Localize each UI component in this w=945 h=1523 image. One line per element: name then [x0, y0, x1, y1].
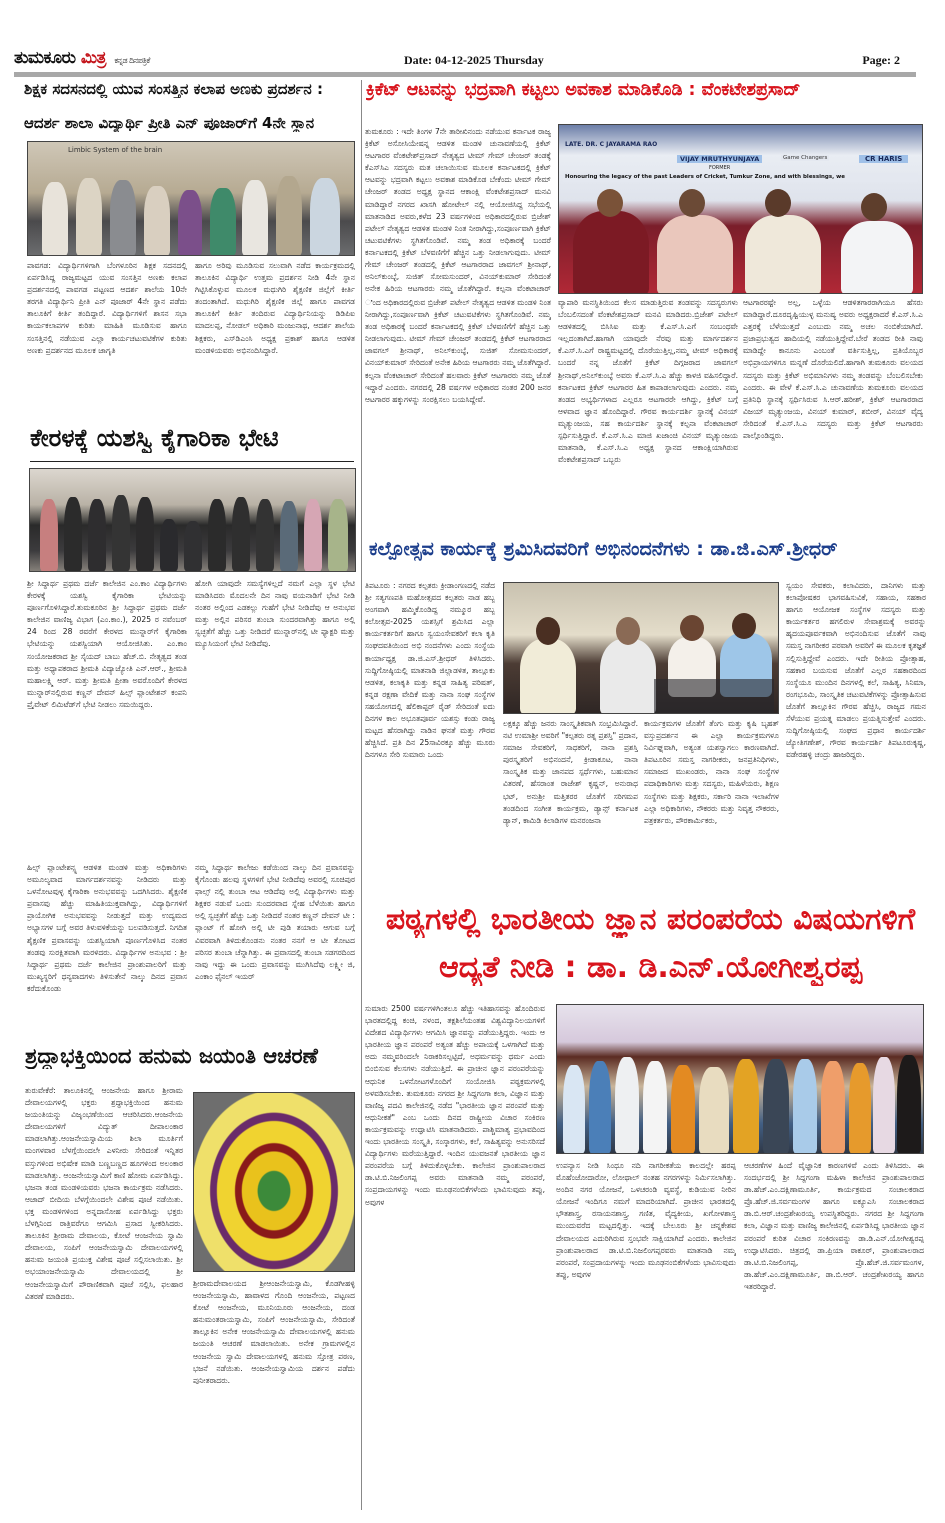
photo-seminar-lamp-lighting: [556, 1004, 924, 1154]
newspaper-logo: [14, 48, 150, 68]
article-kalotsava-col2: ಲಕ್ಷಕ್ಕೂ ಹೆಚ್ಚು ಜನರು ಸಾಂಸ್ಕೃತಿಕವಾಗಿ ಸಂಭ್ರಮಿಸಿದ್ದಾರೆ. ನಟಿ ಉಮಾಶ್ರೀ ಅವರಿಗೆ "ಕಲ್ಪತರು ರತ್ನ ಪ್ರಶಸ್ತಿ" ಪ್ರದಾನ, ಸಮಾಜ ಸೇವಕರಿಗೆ, ಸಾಧಕರಿಗೆ, ನಾನಾ ಪ್ರಶಸ್ತಿ ಪುರಸ್ಕೃತರಿಗೆ ಅಭಿನಂದನೆ, ಕ್ರೀಡಾಕೂಟ, ನಾನಾ ಸಾಂಸ್ಕೃತಿಕ ಮತ್ತು ಜಾನಪದ ಸ್ಪರ್ಧೆಗಳು, ಬಹುಮಾನ ವಿತರಣೆ, ಹೆಸರಾಂತ ರಾಜೇಶ್ ಕೃಷ್ಣನ್, ಅನುರಾಧ ಭಟ್, ಅನುಶ್ರೀ ಮತ್ತಿತರರ ಜೊತೆಗೆ ಸರಿಗಮಪ ತಂಡದಿಂದ ಸಂಗೀತ ಕಾರ್ಯಕ್ರಮ, ಡ್ಯಾನ್ಸ್ ಕರ್ನಾಟಕ ಡ್ಯಾನ್, ಕಾಮಿಡಿ ಕಿಲಾಡಿಗಳ ಮನರಂಜನಾ: [503, 719, 638, 825]
banner-name-vijay: VIJAY MRUTHYUNJAYA: [677, 155, 762, 163]
headline-bharatiya-line1: ಪಠ್ಯಗಳಲ್ಲಿ ಭಾರತೀಯ ಜ್ಞಾನ ಪರಂಪರೆಯ ವಿಷಯಗಳಿಗೆ: [385, 902, 916, 937]
photo-kalotsava-press-meet: [503, 582, 779, 714]
article-hanuma-col1: ತುರುವೇಕೆರೆ: ತಾಲೂಕಿನಲ್ಲಿ ಆಂಜನೇಯ ಹಾಗೂ ಶ್ರೀರಾಮ ದೇವಾಲಯಗಳಲ್ಲಿ ಭಕ್ತರು ಶ್ರದ್ಧಾಭಕ್ತಿಯಿಂದ ಹನುಮ ಜಯಂತಿಯನ್ನು ವಿಜೃಂಭಣೆಯಿಂದ ಆಚರಿಸಿದರು.ಆಂಜನೇಯ ದೇವಾಲಯಗಳಿಗೆ ವಿದ್ಯುತ್ ದೀಪಾಲಂಕಾರ ಮಾಡಲಾಗಿತ್ತು.ಆಂಜನೇಯಸ್ವಾಮಿಯ ಶಿಲಾ ಮೂರ್ತಿಗೆ ಮಂಗಳವಾರ ಬೆಳಗ್ಗೆಯಿಂದಲೇ ಎಳನೀರು ಸೇರಿದಂತೆ ಇನ್ನಿತರ ವಸ್ತುಗಳಿಂದ ಅಭಿಷೇಕ ಮಾಡಿ ಬಣ್ಣಬಣ್ಣದ ಹೂಗಳಿಂದ ಅಲಂಕಾರ ಮಾಡಲಾಗಿತ್ತು. ಆಂಜನೇಯಸ್ವಾಮಿಗೆ ಕಾಣಿ ಹೋಮ ಏರ್ಪಡಿಸಿದ್ದು. ಭಜನಾ ತಂಡ ಮಂಡಳಿಯವರು ಭಜನಾ ಕಾರ್ಯಕ್ರಮ ನಡೆಸಿದರು. ಆಜಾದ್ ಬೀದಿಯ ಬೆಳಗ್ಗೆಯಿಂದಲೇ ವಿಶೇಷ ಪೂಜೆ ನಡೆಯಿತು. ಭಕ್ತ ಮಂಡಳಿಗಳಿಂದ ಅನ್ನದಾಸೋಹ ಏರ್ಪಡಿಸಿದ್ದು ಭಕ್ತರು ಬೆಳಗ್ಗಿನಿಂದ ರಾತ್ರಿವರೆಗೂ ಆಗಮಿಸಿ ಪ್ರಸಾದ ಸ್ವೀಕರಿಸಿದರು. ತಾಲೂಕಿನ ಶ್ರೀರಾಮ ದೇವಾಲಯ, ಕೋಟೆ ಆಂಜನೇಯ ಸ್ವಾಮಿ ದೇವಾಲಯ, ಸಂಪಿಗೆ ಆಂಜನೇಯಸ್ವಾಮಿ ದೇವಾಲಯಗಳಲ್ಲಿ ಹನುಮ ಜಯಂತಿ ಪ್ರಯುಕ್ತ ವಿಶೇಷ ಪೂಜೆ ಸಲ್ಲಿಸಲಾಯಿತು. ಶ್ರೀ ಅಭಯಾಂಜನೇಯಸ್ವಾಮಿ ದೇವಾಲಯದಲ್ಲಿ ಶ್ರೀ ಆಂಜನೇಯಸ್ವಾಮಿಗೆ ಪೌರಾಣಿಕವಾಗಿ ಪೂಜೆ ಸಲ್ಲಿಸಿ, ಫಲಹಾರ ವಿತರಣೆ ಮಾಡಿದರು.: [25, 1086, 183, 1301]
divider: [30, 461, 354, 462]
page-number: Page: 2: [862, 53, 900, 67]
photo-cricket-press-meet: [558, 124, 923, 294]
article-kalotsava-col3: ಕಾರ್ಯಕ್ರಮಗಳ ಜೊತೆಗೆ ತೆಂಗು ಮತ್ತು ಕೃಷಿ ಬೃಹತ್ ವಸ್ತುಪ್ರದರ್ಶನ ಈ ಎಲ್ಲಾ ಕಾರ್ಯಕ್ರಮಗಳೂ ನಿರ್ವಿಘ್ನವಾಗಿ, ಅತ್ಯಂತ ಯಶಸ್ವಾಗಲು ಕಾರಣವಾಗಿದೆ. ತಿಪಟೂರಿನ ಸಮಸ್ತ ನಾಗರೀಕರು, ಜನಪ್ರತಿನಿಧಿಗಳು, ಸಮಾಜದ ಮುಖಂಡರು, ನಾನಾ ಸಂಘ ಸಂಸ್ಥೆಗಳ ಪದಾಧಿಕಾರಿಗಳು ಮತ್ತು ಸದಸ್ಯರು, ಮಹಿಳೆಯರು, ಶಿಕ್ಷಣ ಸಂಸ್ಥೆಗಳು ಮತ್ತು ಶಿಕ್ಷಕರು, ಸರ್ಕಾರಿ ನಾನಾ ಇಲಾಖೆಗಳ ಎಲ್ಲಾ ಅಧಿಕಾರಿಗಳು, ನೌಕರರು ಮತ್ತು ನಿವೃತ್ತ ನೌಕರರು, ಪತ್ರಕರ್ತರು, ಪೌರಕಾರ್ಮಿಕರು,: [644, 719, 779, 825]
brand-tagline: ಕನ್ನಡ ದಿನಪತ್ರಿಕೆ: [114, 56, 150, 65]
headline-exhibition-line1: ಶಿಕ್ಷಕ ಸದಸನದಲ್ಲಿ ಯುವ ಸಂಸತ್ತಿನ ಕಲಾಪ ಅಣಕು ಪ್ರದರ್ಶನ :: [24, 80, 323, 98]
article-kerala-col1b: ಹಿಲ್ಸ್ ಪ್ಲಾಂಟೇಶನ್ಸ್ನ ಆಡಳಿತ ಮಂಡಳಿ ಮತ್ತು ಅಧಿಕಾರಿಗಳು ಅಮೂಲ್ಯವಾದ ಮಾರ್ಗದರ್ಶನವನ್ನು ನೀಡಿದರು ಮತ್ತು ಒಳನೋಟವುಳ್ಳ ಕೈಗಾರಿಕಾ ಅನುಭವವನ್ನು ಒದಗಿಸಿದರು. ಶೈಕ್ಷಣಿಕ ಪ್ರವಾಸವು ಹೆಚ್ಚು ಮಾಹಿತಿಯುಕ್ತವಾಗಿದ್ದು, ವಿದ್ಯಾರ್ಥಿಗಳಿಗೆ ಪ್ರಾಯೋಗಿಕ ಅನುಭವವನ್ನು ನೀಡುತ್ತದೆ ಮತ್ತು ಉದ್ಯಮದ ಅಭ್ಯಾಸಗಳ ಬಗ್ಗೆ ಅವರ ತಿಳುವಳಿಕೆಯನ್ನು ಬಲಪಡಿಸುತ್ತದೆ. ನಿಗದಿತ ಶೈಕ್ಷಣಿಕ ಪ್ರವಾಸವನ್ನು ಯಶಸ್ವಿಯಾಗಿ ಪೂರ್ಣಗೊಳಿಸಿದ ನಂತರ ತಂಡವು ಸುರಕ್ಷಿತವಾಗಿ ಮರಳಿದರು. ವಿದ್ಯಾರ್ಥಿಗಳ ಅನುಭವ : ಶ್ರೀ ಸಿದ್ಧಾರ್ಥ ಪ್ರಥಮ ದರ್ಜೆ ಕಾಲೇಜಿನ ಪ್ರಾಂಶುಪಾಲರಿಗೆ ಮತ್ತು ಮುಖ್ಯಸ್ಥರಿಗೆ ಧನ್ಯವಾದಗಳು ತಿಳಿಸುತೇನೆ ನಾಲ್ಕು ದಿನದ ಪ್ರವಾಸ ಕರೆದುಕೊಂಡು: [27, 863, 187, 993]
brand-accent: ಮಿತ್ರ: [80, 48, 106, 68]
article-kerala-col1a: ಶ್ರೀ ಸಿದ್ಧಾರ್ಥ ಪ್ರಥಮ ದರ್ಜೆ ಕಾಲೇಜಿನ ಎಂ.ಕಾಂ ವಿದ್ಯಾರ್ಥಿಗಳು ಕೇರಳಕ್ಕೆ ಯಶಸ್ವಿ ಕೈಗಾರಿಕಾ ಭೇಟಿಯನ್ನು ಪೂರ್ಣಗೊಳಿಸಿದ್ದಾರೆ.ತುಮಕೂರಿನ ಶ್ರೀ ಸಿದ್ಧಾರ್ಥ ಪ್ರಥಮ ದರ್ಜೆ ಕಾಲೇಜಿನ ವಾಣಿಜ್ಯ ವಿಭಾಗ (ಎಂ.ಕಾಂ.), 2025 ರ ನವೆಂಬರ್ 24 ರಿಂದ 28 ರವರೆಗೆ ಕೇರಳದ ಮುನ್ನಾರ್‌ಗೆ ಕೈಗಾರಿಕಾ ಭೇಟಿಯನ್ನು ಯಶಸ್ವಿಯಾಗಿ ಆಯೋಜಿಸಿತು. ಎಂ.ಕಾಂ ಸಂಯೋಜಕರಾದ ಶ್ರೀ ಸೈಯದ್ ಬಾಬು ಹೆಚ್.ಬಿ. ನೇತೃತ್ವದ ತಂಡ ಮತ್ತು ಅಧ್ಯಾಪಕರಾದ ಶ್ರೀಮತಿ ವಿದ್ಯಾಜ್ಯೋತಿ ಎನ್.ಆರ್., ಶ್ರೀಮತಿ ಮಹಾಲಕ್ಷ್ಮಿ ಆರ್. ಮತ್ತು ಶ್ರೀಮತಿ ಪ್ರೀತಾ ಅವರೊಂದಿಗೆ ಕೇರಳದ ಮುನ್ನಾರ್‌ನಲ್ಲಿರುವ ಕಣ್ಣನ್ ದೇವನ್ ಹಿಲ್ಸ್ ಪ್ಲಾಂಟೇಶನ್ ಕಂಪನಿ ಪ್ರೈವೇಟ್ ಲಿಮಿಟೆಡ್‌ಗೆ ಭೇಟಿ ನೀಡಲು ಸಮಯಿದ್ದರು.: [27, 579, 187, 709]
article-cricket-col1: ತುಮಕೂರು : ಇದೇ ತಿಂಗಳ 7ನೇ ತಾರೀಖಿನಂದು ನಡೆಯುವ ಕರ್ನಾಟಕ ರಾಜ್ಯ ಕ್ರಿಕೆಟ್ ಅಸೋಸಿಯೇಷನ್ನ ಆಡಳಿತ ಮಂಡಳಿ ಚುನಾವಣೆಯಲ್ಲಿ ಕ್ರಿಕೆಟ್ ಆಟಗಾರರ ವೆಂಕಟೇಶ್‌ಪ್ರಸಾದ್ ನೇತೃತ್ವದ ಟೀಮ್ ಗೇಮ್ ಚೇಂಜರ್ ತಂಡಕ್ಕೆ ಕೆಎಸ್‌ಸಿಎ ಸದಸ್ಯರು ಮತ ಚಲಾಯಿಸುವ ಮೂಲಕ ಕರ್ನಾಟಕದಲ್ಲಿ ಕ್ರಿಕೆಟ್ ಆಟವನ್ನು ಭದ್ರವಾಗಿ ಕಟ್ಟಲು ಅವಕಾಶ ಮಾಡಿಕೊಡ ಬೇಕೆಂದು ಟೀಮ್ ಗೇಮ್ ಚೇಂಜರ್ ತಂಡದ ಅಧ್ಯಕ್ಷ ಸ್ಥಾನದ ಆಕಾಂಕ್ಷಿ ವೆಂಕಟೇಶಪ್ರಸಾದ್ ಮನವಿ ಮಾಡಿದ್ದಾರೆ ನಗರದ ಖಾಸಗಿ ಹೋಟೇಲ್ ನಲ್ಲಿ ಆಯೋಜಿಸಿದ್ದ ಸಭೆಯಲ್ಲಿ ಮಾತನಾಡಿದ ಅವರು,ಕಳೆದ 23 ವರ್ಷಗಳಿಂದ ಅಧಿಕಾರದಲ್ಲಿರುವ ಬ್ರಿಜೇಶ್ ಪಟೇಲ್ ನೇತೃತ್ವದ ಆಡಳಿತ ಮಂಡಳಿ ನಿಂತ ನೀರಾಗಿದ್ದು,ಸಂಪೂರ್ಣವಾಗಿ ಕ್ರಿಕೆಟ್ ಚಟುವಟಿಕೆಗಳು ಸ್ಥಗಿತಗೊಂಡಿವೆ. ನಮ್ಮ ತಂಡ ಅಧಿಕಾರಕ್ಕೆ ಬಂದರೆ ಕರ್ನಾಟಕದಲ್ಲಿ ಕ್ರಿಕೆಟ್ ಬೆಳವಣಿಗೆಗೆ ಹೆಚ್ಚಿನ ಒತ್ತು ನೀಡಲಾಗುವುದು. ಟೀಮ್ ಗೇಮ್ ಚೇಂಜರ್ ತಂಡದಲ್ಲಿ ಕ್ರಿಕೆಟ್ ಆಟಗಾರರಾದ ಜಾವಗಲ್ ಶ್ರೀನಾಥ್, ಅನಿಲ್‌ಕುಂಬ್ಳೆ, ಸುಜಿತ್ ಸೋಮಸುಂದರ್, ವಿನಯ್‌ಕುಮಾರ್ ಸೇರಿದಂತೆ ಅನೇಕ ಹಿರಿಯ ಆಟಗಾರರು ನಮ್ಮ ಜೊತೆಗಿದ್ದಾರೆ. ಕಲ್ಪನಾ ವೆಂಕಟಾಚಾರ್: [365, 127, 551, 294]
banner-tagline: Honouring the legacy of the past Leaders of Cricket, Tumkur Zone, and with blessings, we: [563, 173, 918, 182]
headline-kalotsava: ಕಲ್ಪೋತ್ಸವ ಕಾರ್ಯಕ್ಕೆ ಶ್ರಮಿಸಿದವರಿಗೆ ಅಭಿನಂದನೆಗಳು : ಡಾ.ಜಿ.ಎಸ್.ಶ್ರೀಧರ್: [369, 538, 838, 560]
banner-name-jayarama: LATE. DR. C JAYARAMA RAO: [565, 141, 658, 148]
headline-exhibition-line2: ಆದರ್ಶ ಶಾಲಾ ವಿದ್ಯಾರ್ಥಿ ಪ್ರೀತಿ ಎನ್ ಪೂಜಾರ್‌ಗೆ 4ನೇ ಸ್ಥಾನ: [24, 114, 315, 132]
banner-role-former: FORMER: [709, 165, 731, 171]
article-cricket-col3: ಆಟಗಾರರಷ್ಟೇ ಅಲ್ಲ, ಒಳ್ಳೆಯ ಆಡಳಿತಗಾರರಾಗಿಯೂ ಹೆಸರು ಮಾಡಿದ್ದಾರೆ.ದೂರದೃಷ್ಟಿಯುಳ್ಳ ಮನುಷ್ಯ ಅವರು ಅಧ್ಯಕ್ಷರಾದರೆ ಕೆ.ಎಸ್.ಸಿ.ಎ ಎತ್ತರಕ್ಕೆ ಬೆಳೆಯುತ್ತದೆ ಎಂಬುದು ನಮ್ಮ ಅಚಲ ನಂಬಿಕೆಯಾಗಿದೆ. ಪ್ರಜಾಪ್ರಭುತ್ವದ ಹಾದಿಯಲ್ಲಿ ನಡೆಯುತ್ತಿದ್ದೇವೆ.ಬೇರೆ ತಂಡದ ರೀತಿ ನಾವು ಮಾಡಿದ್ದೇ ಕಾನೂನು ಎಂಬಂತೆ ವರ್ತಿಸುತ್ತಿಲ್ಲ, ಪ್ರತಿಯೊಬ್ಬರ ಅಭಿಪ್ರಾಯಗಳಿಗೂ ಮನ್ನಣೆ ದೊರೆಯಲಿದೆ.ಹಾಗಾಗಿ ತುಮಕೂರು ವಲಯದ ಸದಸ್ಯರು ಮತ್ತು ಕ್ರಿಕೆಟ್ ಅಭಿಮಾನಿಗಳು ನಮ್ಮ ತಂಡವನ್ನು ಬೆಂಬಲಿಸಬೇಕು ಎಂದರು. ಈ ವೇಳೆ ಕೆ.ಎಸ್.ಸಿ.ಎ ಚುನಾವಣೆಯ ತುಮಕೂರು ವಲಯದ ಪ್ರತಿನಿಧಿ ಸ್ಥಾನಕ್ಕೆ ಸ್ಪರ್ಧಿಸಿರುವ ಸಿ.ಆರ್.ಹರೀಶ್, ಕ್ರಿಕೆಟ್ ಆಟಗಾರರಾದ ವಿಜಯ್ ಮೃತ್ಯುಂಜಯ, ವಿನಯ್ ಕುಮಾರ್, ಶಬೀರ್, ವಿನಯ್ ವೈದ್ಯ ಸೇರಿದಂತೆ ಕೆ.ಎಸ್.ಸಿ.ಎ ಸದಸ್ಯರು ಮತ್ತು ಕ್ರಿಕೆಟ್ ಆಟಗಾರರು ಪಾಲ್ಗೊಂಡಿದ್ದರು.: [743, 298, 923, 441]
article-kalotsava-col1: ತಿಪಟೂರು : ನಗರದ ಕಲ್ಪತರು ಕ್ರೀಡಾಂಗಣದಲ್ಲಿ ನಡೆದ ಶ್ರೀ ಸತ್ಯಗಣಪತಿ ಮಹೋತ್ಸವದ ಕಲ್ಪತರು ನಾಡ ಹಬ್ಬ ಅಂಗವಾಗಿ ಹಮ್ಮಿಕೊಂಡಿದ್ದ ನಮ್ಮೂರ ಹಬ್ಬ ಕಲೋತ್ಸವ-2025 ಯಶಸ್ಸಿಗೆ ಶ್ರಮಿಸಿದ ಎಲ್ಲಾ ಕಾರ್ಯಕರ್ತರಿಗೆ ಹಾಗೂ ಸ್ವಯಂಸೇವಕರಿಗೆ ಕಲಾ ಕೃತಿ ಸಂಘದವತಿಯಿಂದ ಅಭಿ ನಂದನೆಗಳು ಎಂದು ಸಂಸ್ಥೆಯ ಕಾರ್ಯಾಧ್ಯಕ್ಷ ಡಾ.ಜಿ.ಎಸ್.ಶ್ರೀಧರ್ ತಿಳಿಸಿದರು. ಸುದ್ದಿಗೋಷ್ಠಿಯಲ್ಲಿ ಮಾತನಾಡಿ ಜಿಲ್ಲಾಡಳಿತ, ತಾಲ್ಲೂಕು ಆಡಳಿತ, ಕಲಾಕೃತಿ ಮತ್ತು ಕನ್ನಡ ಸಾಹಿತ್ಯ ಪರಿಷತ್, ಕನ್ನಡ ರಕ್ಷಣಾ ವೇದಿಕೆ ಮತ್ತು ನಾನಾ ಸಂಘ ಸಂಸ್ಥೆಗಳ ಸಹಯೋಗದಲ್ಲಿ ಹೆಲಿಕಾಪ್ಟರ್ ರೈಡ್ ಸೇರಿದಂತೆ ಐದು ದಿನಗಳ ಕಾಲ ಅಭೂತಪೂರ್ವ ಯಶಸ್ಸು ಕಂಡು ರಾಜ್ಯ ಮಟ್ಟದ ಹೆಸರಾಗಿದ್ದು ನಾಡಿನ ಘನತೆ ಮತ್ತು ಗೌರವ ಹೆಚ್ಚಿಸಿದೆ. ಪ್ರತಿ ದಿನ 25ಸಾವಿರಕ್ಕೂ ಹೆಚ್ಚು ಮೂರು ದಿನಗಳೂ ಸೇರಿ ಸುಮಾರು ಒಂದು: [365, 581, 495, 760]
photo-poster-text: Limbic System of the brain: [68, 146, 163, 154]
brand-primary: ತುಮಕೂರು: [14, 48, 76, 68]
article-exhibition-col2: ಹಾಗೂ ಅರಿವು ಮೂಡಿಸುವ ಸಲುವಾಗಿ ನಡೆದ ಕಾರ್ಯಕ್ರಮದಲ್ಲಿ ತಾಲೂಕಿನ ವಿದ್ಯಾರ್ಥಿ ಉತ್ತಮ ಪ್ರದರ್ಶನ ನೀಡಿ 4ನೇ ಸ್ಥಾನ ಗಿಟ್ಟಿಸಿಕೊಳ್ಳುವ ಮೂಲಕ ಮಧುಗಿರಿ ಶೈಕ್ಷಣಿಕ ಜಿಲ್ಲೆಗೆ ಕೀರ್ತಿ ತಂದಂತಾಗಿದೆ. ಮಧುಗಿರಿ ಶೈಕ್ಷಣಿಕ ಜಿಲ್ಲೆ ಹಾಗೂ ಪಾವಗಡ ತಾಲೂಕಿಗೆ ಕೀರ್ತಿ ತಂದಿರುವ ವಿದ್ಯಾರ್ಥಿನಿಯನ್ನು ಡಿಡಿಪಿಐ ಮಾದಲಪ್ಪ, ನೋಡಲ್ ಅಧಿಕಾರಿ ಮಂಜುನಾಥ, ಆದರ್ಶ ಶಾಲೆಯ ಶಿಕ್ಷಕರು, ಎಸ್‌ಡಿಎಂಸಿ ಅಧ್ಯಕ್ಷ ಪ್ರಕಾಶ್ ಹಾಗೂ ಆಡಳಿತ ಮಂಡಳಿಯವರು ಅಭಿನಂದಿಸಿದ್ದಾರೆ.: [195, 261, 355, 355]
article-kerala-col2a: ಹೋಗಿ ಯಾವುದೇ ಸಮಸ್ಯೆಗಳಿಲ್ಲದೆ ನಮಗೆ ಎಲ್ಲಾ ಸ್ಥಳ ಭೇಟಿ ಮಾಡಿಸಿದರು ಮೊದಲನೇ ದಿನ ನಾವು ವಯನಾಡಿಗೆ ಭೇಟಿ ನೀಡಿ ನಂತರ ಅಲ್ಲಿಂದ ಎಡಕಲ್ಲು ಗುಹೆಗೆ ಭೇಟಿ ನೀಡಿದೆವು ಆ ಅನುಭವ ಮತ್ತು ಅಲ್ಲಿನ ಪರಿಸರ ತುಂಬಾ ಸುಂದರವಾಗಿತ್ತು ಹಾಗೂ ಅಲ್ಲಿ ಸ್ವಚ್ಛತೆಗೆ ಹೆಚ್ಚು ಒತ್ತು ನೀಡಿದರೆ ಮುನ್ನಾರ್‌ನಲ್ಲಿ ಟೀ ಫ್ಯಾಕ್ಟರಿ ಮತ್ತು ಮ್ಯೂಸಿಯಂಗೆ ಭೇಟಿ ನೀಡಿದೆವು.: [195, 579, 355, 649]
article-kerala-col2b: ನಮ್ಮ ಸಿದ್ಧಾರ್ಥ ಕಾಲೇಜು ಕಡೆಯಿಂದ ನಾಲ್ಕು ದಿನ ಪ್ರವಾಸವನ್ನು ಕೈಗೊಂಡು ಹಲವು ಸ್ಥಳಗಳಿಗೆ ಭೇಟಿ ನೀಡಿದೆವು ಅವರಲ್ಲಿ ಸೂಚಿಪುರ ಫಾಲ್ಸ್ ನಲ್ಲಿ ತುಂಬಾ ಆಟ ಆಡಿದೆವು ಅಲ್ಲಿ ವಿದ್ಯಾರ್ಥಿಗಳು ಮತ್ತು ಶಿಕ್ಷಕರ ನಡುವೆ ಒಂದು ಸುಂದರವಾದ ಸ್ನೇಹ ಬೆಳೆಯಿತು ಹಾಗೂ ಅಲ್ಲಿ ಸ್ವಚ್ಛತೆಗೆ ಹೆಚ್ಚು ಒತ್ತು ನೀಡಿದರೆ ನಂತರ ಕಣ್ಣನ್ ದೇವನ್ ಟೀ : ಪ್ಲಾಂಟ್ ಗೆ ಹೋಗಿ ಅಲ್ಲಿ ಟೀ ಪುಡಿ ತಯಾರು ಆಗುವ ಬಗ್ಗೆ ವಿವರವಾಗಿ ತಿಳಿದುಕೊಂಡನು ನಂತರ ನನಗೆ ಆ ಟೀ ತೋಟದ ಪರಿಸರ ತುಂಬಾ ಚೆನ್ನಾಗಿತ್ತು. ಈ ಪ್ರವಾಸದಲ್ಲಿ ತುಂಬಾ ಸಡಗರದಿಂದ ನಾವು ಇದ್ದು ಈ ಒಂದು ಪ್ರವಾಸವನ್ನು ಮುಗಿಸಿದೆವು ಲಕ್ಷ್ಮೀ ಜಿ, ಎಂಕಾಂ ಫೈನಲ್ ಇಯರ್: [195, 863, 355, 981]
article-cricket-col1-cont: ಿಂದ ಅಧಿಕಾರದಲ್ಲಿರುವ ಬ್ರಿಜೇಶ್ ಪಟೇಲ್ ನೇತೃತ್ವದ ಆಡಳಿತ ಮಂಡಳಿ ನಿಂತ ನೀರಾಗಿದ್ದು,ಸಂಪೂರ್ಣವಾಗಿ ಕ್ರಿಕೆಟ್ ಚಟುವಟಿಕೆಗಳು ಸ್ಥಗಿತಗೊಂಡಿವೆ. ನಮ್ಮ ತಂಡ ಅಧಿಕಾರಕ್ಕೆ ಬಂದರೆ ಕರ್ನಾಟಕದಲ್ಲಿ ಕ್ರಿಕೆಟ್ ಬೆಳವಣಿಗೆಗೆ ಹೆಚ್ಚಿನ ಒತ್ತು ನೀಡಲಾಗುವುದು. ಟೀಮ್ ಗೇಮ್ ಚೇಂಜರ್ ತಂಡದಲ್ಲಿ ಕ್ರಿಕೆಟ್ ಆಟಗಾರರಾದ ಜಾವಗಲ್ ಶ್ರೀನಾಥ್, ಅನಿಲ್‌ಕುಂಬ್ಳೆ, ಸುಜಿತ್ ಸೋಮಸುಂದರ್, ವಿನಯ್‌ಕುಮಾರ್ ಸೇರಿದಂತೆ ಅನೇಕ ಹಿರಿಯ ಆಟಗಾರರು ನಮ್ಮ ಜೊತೆಗಿದ್ದಾರೆ. ಕಲ್ಪನಾ ವೆಂಕಟಾಚಾರ್ ಸೇರಿದಂತೆ ಹಲವಾರು ಕ್ರಿಕೆಟ್ ಆಟಗಾರರು ನಮ್ಮ ಜೊತೆ ಇದ್ದಾರೆ ಎಂದರು. ನಗರದಲ್ಲಿ 28 ವರ್ಷಗಳ ಅಧಿಕಾರದ ನಂತರ 200 ಜನರ ಆಟಗಾರರ ಹಕ್ಕುಗಳನ್ನು ಸಂರಕ್ಷಿಸಲು ಬಯಸಿದ್ದೇವೆ.: [365, 298, 551, 404]
column-divider: [361, 80, 362, 1510]
banner-name-haris: CR HARIS: [859, 155, 908, 163]
headline-cricket: ಕ್ರಿಕೆಟ್ ಆಟವನ್ನು ಭದ್ರವಾಗಿ ಕಟ್ಟಲು ಅವಕಾಶ ಮಾಡಿಕೊಡಿ : ವೆಂಕಟೇಶಪ್ರಸಾದ್: [366, 80, 801, 100]
article-bharatiya-col3: ಆಚರಣೆಗಳ ಹಿಂದೆ ವೈಜ್ಞಾನಿಕ ಕಾರಣಗಳಿವೆ ಎಂದು ತಿಳಿಸಿದರು. ಈ ಸಂದರ್ಭದಲ್ಲಿ ಶ್ರೀ ಸಿದ್ದಗಂಗಾ ಮಹಿಳಾ ಕಾಲೇಜಿನ ಪ್ರಾಂಶುಪಾಲರಾದ ಡಾ.ಹೆಚ್.ಎಂ.ದಕ್ಷಿಣಾಮೂರ್ತಿ, ಕಾರ್ಯಕ್ರಮದ ಸಂಚಾಲಕರಾದ ಪ್ರೊ.ಹೆಚ್.ಜಿ.ಸರ್ವಮಂಗಳ ಹಾಗೂ ಐಕ್ಯೂಎಸಿ ಸಂಚಾಲಕರಾದ ಡಾ.ಬಿ.ಆರ್.ಚಂದ್ರಶೇಖರಯ್ಯ ಉಪಸ್ಥಿತರಿದ್ದರು. ನಗರದ ಶ್ರೀ ಸಿದ್ದಗಂಗಾ ಕಲಾ, ವಿಜ್ಞಾನ ಮತ್ತು ವಾಣಿಜ್ಯ ಕಾಲೇಜಿನಲ್ಲಿ ಏರ್ಪಡಿಸಿದ್ದ ಭಾರತೀಯ ಜ್ಞಾನ ಪರಂಪರೆ ಕುರಿತ ವಿಚಾರ ಸಂಕಿರಣವನ್ನು ಡಾ.ಡಿ.ಎನ್.ಯೋಗೀಶ್ವರಪ್ಪ ಉದ್ಘಾಟಿಸಿದರು. ಚಿತ್ರದಲ್ಲಿ ಡಾ.ಪ್ರಿಯಾ ಠಾಕೂರ್, ಪ್ರಾಂಶುಪಾಲರಾದ ಡಾ.ಟಿ.ಬಿ.ನಿಜಲಿಂಗಪ್ಪ, ಪ್ರೊ.ಹೆಚ್.ಜಿ.ಸರ್ವಮಂಗಳ, ಡಾ.ಹೆಚ್.ಎಂ.ದಕ್ಷಿಣಾಮೂರ್ತಿ, ಡಾ.ಬಿ.ಆರ್. ಚಂದ್ರಶೇಖರಯ್ಯ ಹಾಗೂ ಇತರರಿದ್ದಾರೆ.: [744, 1161, 924, 1291]
headline-hanuma: ಶ್ರದ್ಧಾಭಕ್ತಿಯಿಂದ ಹನುಮ ಜಯಂತಿ ಆಚರಣೆ: [25, 1044, 318, 1068]
masthead: [14, 48, 930, 74]
article-cricket-col1b: [365, 297, 551, 533]
article-hanuma-col2: ಶ್ರೀರಾಮದೇವಾಲಯದ ಶ್ರೀಆಂಜನೇಯಸ್ವಾಮಿ, ಕೊಡಗೀಹಳ್ಳಿ ಆಂಜನೇಯಸ್ವಾಮಿ, ಹಾವಾಳದ ಗೊಂದಿ ಆಂಜನೇಯ, ಪಟ್ಟಣದ ಕೋಟೆ ಆಂಜನೇಯ, ಮೂನಿಯೂರು ಆಂಜನೇಯ, ದಂಡ ಹನುಮಂತರಾಯಸ್ವಾಮಿ, ಸಂಪಿಗೆ ಆಂಜನೇಯಸ್ವಾಮಿ, ಸೇರಿದಂತೆ ತಾಲ್ಲೂಕಿನ ಅನೇಕ ಆಂಜನೇಯಸ್ವಾಮಿ ದೇವಾಲಯಗಳಲ್ಲಿ ಹನುಮ ಜಯಂತಿ ಆಚರಣೆ ಮಾಡಲಾಯಿತು. ಅನೇಕ ಗ್ರಾಮಗಳಲ್ಲಿನ ಆಂಜನೇಯ ಸ್ವಾಮಿ ದೇವಾಲಯಗಳಲ್ಲಿ ಹನುಮ ಸ್ತೋತ್ರ ಪಠಣ, ಭಜನೆ ನಡೆಯಿತು. ಆಂಜನೇಯಸ್ವಾಮಿಯ ದರ್ಶನ ಪಡೆದು ಪುನೀತರಾದರು.: [193, 1279, 355, 1385]
article-kalotsava-col4: ಸ್ವಯಂ ಸೇವಕರು, ಕಲಾವಿದರು, ದಾನಿಗಳು ಮತ್ತು ಕಲಾಪೋಷಕರ ಭಾಗವಹಿಸುವಿಕೆ, ಸಹಾಯ, ಸಹಕಾರ ಹಾಗೂ ಆಯೋಜಕ ಸಂಸ್ಥೆಗಳ ಸದಸ್ಯರು ಮತ್ತು ಕಾರ್ಯಕರ್ತರ ಹಗಲಿರುಳ ಸೇವಾಶ್ರಮಕ್ಕೆ ಅವರನ್ನು ಹೃದಯಪೂರ್ವಕವಾಗಿ ಅಭಿನಂದಿಸುವ ಜೊತೆಗೆ ನಾವು ಸಮಸ್ತ ನಾಗರೀಕರ ಪರವಾಗಿ ಅವರಿಗೆ ಈ ಮೂಲಕ ಕೃತಜ್ಞತೆ ಸಲ್ಲಿಸುತ್ತಿದ್ದೇವೆ ಎಂದರು. ಇದೇ ರೀತಿಯ ಪ್ರೋತ್ಸಾಹ, ಸಹಕಾರ ಬಯಸುವ ಜೊತೆಗೆ ಎಲ್ಲರ ಸಹಕಾರದಿಂದ ಸಂಸ್ಥೆಯೂ ಮುಂದಿನ ದಿನಗಳಲ್ಲಿ ಕಲೆ, ಸಾಹಿತ್ಯ, ಸಿನಿಮಾ, ರಂಗಭೂಮಿ, ಸಾಂಸ್ಕೃತಿಕ ಚಟುವಟಿಕೆಗಳನ್ನು ಪ್ರೋತ್ಸಾಹಿಸುವ ಜೊತೆಗೆ ತಾಲ್ಲೂಕಿನ ಗೌರವ ಹೆಚ್ಚಿಸಿ, ರಾಜ್ಯದ ಗಮನ ಸೆಳೆಯುವ ಪ್ರಯತ್ನ ಮಾಡಲು ಪ್ರಯತ್ನಿಸುತ್ತೇವೆ ಎಂದರು. ಸುದ್ದಿಗೋಷ್ಠಿಯಲ್ಲಿ ಸಂಘದ ಪ್ರಧಾನ ಕಾರ್ಯದರ್ಶಿ ಜ್ಯೋತಿಗಣೇಶ್, ಗೌರವ ಕಾರ್ಯದರ್ಶಿ ತಿಪಟೂರುಕೃಷ್ಣ, ವಡೇರಹಳ್ಳಿ ಚಂದ್ರು ಹಾಜರಿದ್ದರು.: [786, 581, 926, 760]
headline-bharatiya-line2: ಆದ್ಯತೆ ನೀಡಿ : ಡಾ. ಡಿ.ಎನ್.ಯೋಗೀಶ್ವರಪ್ಪ: [438, 950, 862, 985]
article-bharatiya-col1: ಸುಮಾರು 2500 ವರ್ಷಗಳಿಗಿಂತಲೂ ಹೆಚ್ಚು ಇತಿಹಾಸವನ್ನು ಹೊಂದಿರುವ ಭಾರತದಲ್ಲಿದ್ದ ಕಂಚಿ, ನಳಂದ, ತಕ್ಷಶಿಲೆಯಂತಹ ವಿಶ್ವವಿದ್ಯಾನಿಲಯಗಳಿಗೆ ವಿದೇಶದ ವಿದ್ಯಾರ್ಥಿಗಳು ಆಗಮಿಸಿ ಜ್ಞಾನವನ್ನು ಪಡೆಯುತ್ತಿದ್ದರು. ಇಂದು ಆ ಭಾರತೀಯ ಜ್ಞಾನ ಪರಂಪರೆ ಅತ್ಯಂತ ಹೆಚ್ಚು ಅಪಾಯಕ್ಕೆ ಒಳಗಾಗಿದೆ ಮತ್ತು ಅದು ನಮ್ಮವರಿಂದಲೇ ನಿರಾಕರಿಸಲ್ಪಟ್ಟಿದೆ, ಅಧರ್ಮವನ್ನು ಧರ್ಮ ಎಂದು ಬಿಂಬಿಸುವ ಕೆಲಸಗಳು ನಡೆಯುತ್ತಿದೆ. ಈ ಪ್ರಾಚೀನ ಜ್ಞಾನ ಪರಂಪರೆಯನ್ನು ಆಧುನಿಕ ಒಳನೋಟಗಳೊಂದಿಗೆ ಸಂಯೋಜಿಸಿ ಪಠ್ಯಕ್ರಮಗಳಲ್ಲಿ ಅಳವಡಿಸಬೇಕು. ತುಮಕೂರು ನಗರದ ಶ್ರೀ ಸಿದ್ದಗಂಗಾ ಕಲಾ, ವಿಜ್ಞಾನ ಮತ್ತು ವಾಣಿಜ್ಯ ಪದವಿ ಕಾಲೇಜಿನಲ್ಲಿ ನಡೆದ "ಭಾರತೀಯ ಜ್ಞಾನ ಪರಂಪರೆ ಮತ್ತು ಆಧುನೀಕತೆ" ಎಂಬ ಒಂದು ದಿನದ ರಾಷ್ಟ್ರೀಯ ವಿಚಾರ ಸಂಕಿರಣ ಕಾರ್ಯಕ್ರಮವನ್ನು ಉದ್ಘಾಟಿಸಿ ಮಾತನಾಡಿದರು. ಪಾಶ್ಚಿಮಾತ್ಯ ಪ್ರಭಾವದಿಂದ ಇಂದು ಭಾರತೀಯ ಸಂಸ್ಕೃತಿ, ಸಂಸ್ಕಾರಗಳು, ಕಲೆ, ಸಾಹಿತ್ಯವನ್ನು ಅನುಸರಿಸದೆ ವಿದ್ಯಾರ್ಥಿಗಳು ಮರೆಯುತ್ತಿದ್ದಾರೆ. ಇಂದಿನ ಯುವಜನತೆ ಭಾರತೀಯ ಜ್ಞಾನ ಪರಂಪರೆಯ ಬಗ್ಗೆ ತಿಳಿದುಕೊಳ್ಳಬೇಕು. ಕಾಲೇಜಿನ ಪ್ರಾಂಶುಪಾಲರಾದ ಡಾ.ಟಿ.ಬಿ.ನಿಜಲಿಂಗಪ್ಪ ಅವರು ಮಾತನಾಡಿ ನಮ್ಮ ಪರಂಪರೆ, ಸಂಪ್ರದಾಯಗಳನ್ನು ಇಂದು ಮೂಢನಂಬಿಕೆಗಳೆಂದು ಭಾವಿಸುವುದು ತಪ್ಪು, ಅವುಗಳ: [365, 1004, 545, 1207]
article-cricket-col2: ವ್ಯಾಪಾರಿ ಮನಸ್ಥಿತಿಯಿಂದ ಕೆಲಸ ಮಾಡುತ್ತಿರುವ ತಂಡವನ್ನು ಸದಸ್ಯರುಗಳು ಬೆಂಬಲಿಸದಂತೆ ವೆಂಕಟೇಶಪ್ರಸಾದ್ ಮನವಿ ಮಾಡಿದರು.ಬ್ರಿಜೇಶ್ ಪಟೇಲ್ ಆಡಳಿತದಲ್ಲಿ ಬಿಸಿಸಿಐ ಮತ್ತು ಕೆ.ಎಸ್.ಸಿ.ಎಗೆ ಸಂಬಂಧವೇ ಇಲ್ಲದಂತಾಗಿದೆ.ಹಾಗಾಗಿ ಯಾವುದೇ ನೆರವು ಮತ್ತು ಮಾರ್ಗದರ್ಶನ ಕೆ.ಎಸ್.ಸಿ.ಎಗೆ ರಾಷ್ಟ್ರಮಟ್ಟದಲ್ಲಿ ದೊರೆಯುತ್ತಿಲ್ಲ,ನಮ್ಮ ಟೀಮ್ ಅಧಿಕಾರಕ್ಕೆ ಬಂದರೆ ನನ್ನ ಜೊತೆಗೆ ಕ್ರಿಕೆಟ್ ದಿಗ್ಗಜರಾದ ಜಾವಗಲ್ ಶ್ರೀನಾಥ್,ಅನಿಲ್‌ಕುಂಬ್ಳೆ ಅವರು ಕೆ.ಎಸ್.ಸಿ.ಎ ಹೆಚ್ಚು ಕಾಳಜಿ ವಹಿಸಲಿದ್ದಾರೆ. ಕರ್ನಾಟಕದ ಕ್ರಿಕೆಟ್ ಆಟಗಾರರ ಹಿತ ಕಾಪಾಡಲಾಗುವುದು ಎಂದರು. ನಮ್ಮ ತಂಡದ ಅಭ್ಯರ್ಥಿಗಳಾದ ಎಲ್ಲರೂ ಆಟಗಾರರೇ ಆಗಿದ್ದು, ಕ್ರಿಕೆಟ್ ಬಗ್ಗೆ ಆಳವಾದ ಜ್ಞಾನ ಹೊಂದಿದ್ದಾರೆ. ಗೌರವ ಕಾರ್ಯದರ್ಶಿ ಸ್ಥಾನಕ್ಕೆ ವಿನಯ್ ಮೃತ್ಯುಂಜಯ, ಸಹ ಕಾರ್ಯದರ್ಶಿ ಸ್ಥಾನಕ್ಕೆ ಕಲ್ಪನಾ ವೆಂಕಟಾಚಾರ್ ಸ್ಪರ್ಧಿಸುತ್ತಿದ್ದಾರೆ. ಕೆ.ಎಸ್.ಸಿ.ಎ ಮಾಜಿ ಖಜಾಂಚಿ ವಿನಯ್ ಮೃತ್ಯುಂಜಯ ಮಾತನಾಡಿ, ಕೆ.ಎಸ್.ಸಿ.ಎ ಅಧ್ಯಕ್ಷ ಸ್ಥಾನದ ಆಕಾಂಕ್ಷಿಯಾಗಿರುವ ವೆಂಕಟೇಶಪ್ರಸಾದ್ ಒಬ್ಬರು: [558, 298, 738, 465]
article-exhibition-col1: ಪಾವಗಡ: ವಿದ್ಯಾರ್ಥಿಗಳಿಗಾಗಿ ಬೆಂಗಳೂರಿನ ಶಿಕ್ಷಕ ಸದನದಲ್ಲಿ ಏರ್ಪಡಿಸಿದ್ದ ರಾಜ್ಯಮಟ್ಟದ ಯುವ ಸಂಸತ್ತಿನ ಅಣಕು ಕಲಾಪ ಪ್ರದರ್ಶನದಲ್ಲಿ ಪಾವಗಡ ಪಟ್ಟಣದ ಆದರ್ಶ ಶಾಲೆಯ 10ನೇ ತರಗತಿ ವಿದ್ಯಾರ್ಥಿನಿ ಪ್ರೀತಿ ಎನ್ ಪೂಜಾರ್ 4ನೇ ಸ್ಥಾನ ಪಡೆದು ತಾಲೂಕಿಗೆ ಕೀರ್ತಿ ತಂದಿದ್ದಾರೆ. ವಿದ್ಯಾರ್ಥಿಗಳಿಗೆ ಶಾಸನ ಸಭಾ ಕಾರ್ಯಕಲಾಪಗಳ ಕುರಿತು ಮಾಹಿತಿ ಮೂಡಿಸುವ ಹಾಗೂ ಸಂಸತ್ತಿನಲ್ಲಿ ನಡೆಯುವ ಎಲ್ಲಾ ಕಾರ್ಯಚಟುವಟಿಕೆಗಳ ಕುರಿತು ಅಣಕು ಪ್ರದರ್ಶನದ ಮೂಲಕ ಜಾಗೃತಿ: [27, 261, 187, 355]
photo-exhibition-group: [27, 141, 355, 256]
masthead-rule: [14, 72, 916, 77]
article-bharatiya-col2: ಉಪನ್ಯಾಸ ನೀಡಿ ಸಿಂಧೂ ನದಿ ನಾಗರೀಕತೆಯ ಕಾಲದಲ್ಲೇ ಹರಪ್ಪ ಮೊಹೆಂಜೋದಾರೋ, ಲೋಥಾಲ್ ನಂತಹ ನಗರಗಳನ್ನು ನಿರ್ಮಿಸಲಾಗಿತ್ತು. ಅಂದಿನ ನಗರ ಯೋಜನೆ, ಒಳಚರಂಡಿ ವ್ಯವಸ್ಥೆ, ಕುಡಿಯುವ ನೀರಿನ ಯೋಜನೆ ಇಂದಿಗೂ ನಮಗೆ ಮಾದರಿಯಾಗಿದೆ. ಪ್ರಾಚೀನ ಭಾರತದಲ್ಲಿ ಭೌತಶಾಸ್ತ್ರ, ರಸಾಯನಶಾಸ್ತ್ರ, ಗಣಿತ, ವೈದ್ಯಕೀಯ, ಖಗೋಳಶಾಸ್ತ್ರ ಮುಂದುವರೆದ ಮಟ್ಟದಲ್ಲಿತ್ತು. ಇದಕ್ಕೆ ಬೇಲೂರು ಶ್ರೀ ಚನ್ನಕೇಶವ ದೇವಾಲಯದ ಎದುರಿಗಿರುವ ಸ್ತಂಭವೇ ಸಾಕ್ಷಿಯಾಗಿದೆ ಎಂದರು. ಕಾಲೇಜಿನ ಪ್ರಾಂಶುಪಾಲರಾದ ಡಾ.ಟಿ.ಬಿ.ನಿಜಲಿಂಗಪ್ಪರವರು ಮಾತನಾಡಿ ನಮ್ಮ ಪರಂಪರೆ, ಸಂಪ್ರದಾಯಗಳನ್ನು ಇಂದು ಮೂಢನಂಬಿಕೆಗಳೆಂದು ಭಾವಿಸುವುದು ತಪ್ಪು, ಅವುಗಳ: [556, 1161, 736, 1279]
banner-logo-text: Game Changers: [783, 155, 828, 161]
headline-kerala: ಕೇರಳಕ್ಕೆ ಯಶಸ್ವಿ ಕೈಗಾರಿಕಾ ಭೇಟಿ: [30, 424, 279, 452]
photo-kerala-students: [29, 468, 356, 572]
issue-date: Date: 04-12-2025 Thursday: [404, 53, 544, 67]
photo-hanuman-idol: [193, 1092, 355, 1272]
